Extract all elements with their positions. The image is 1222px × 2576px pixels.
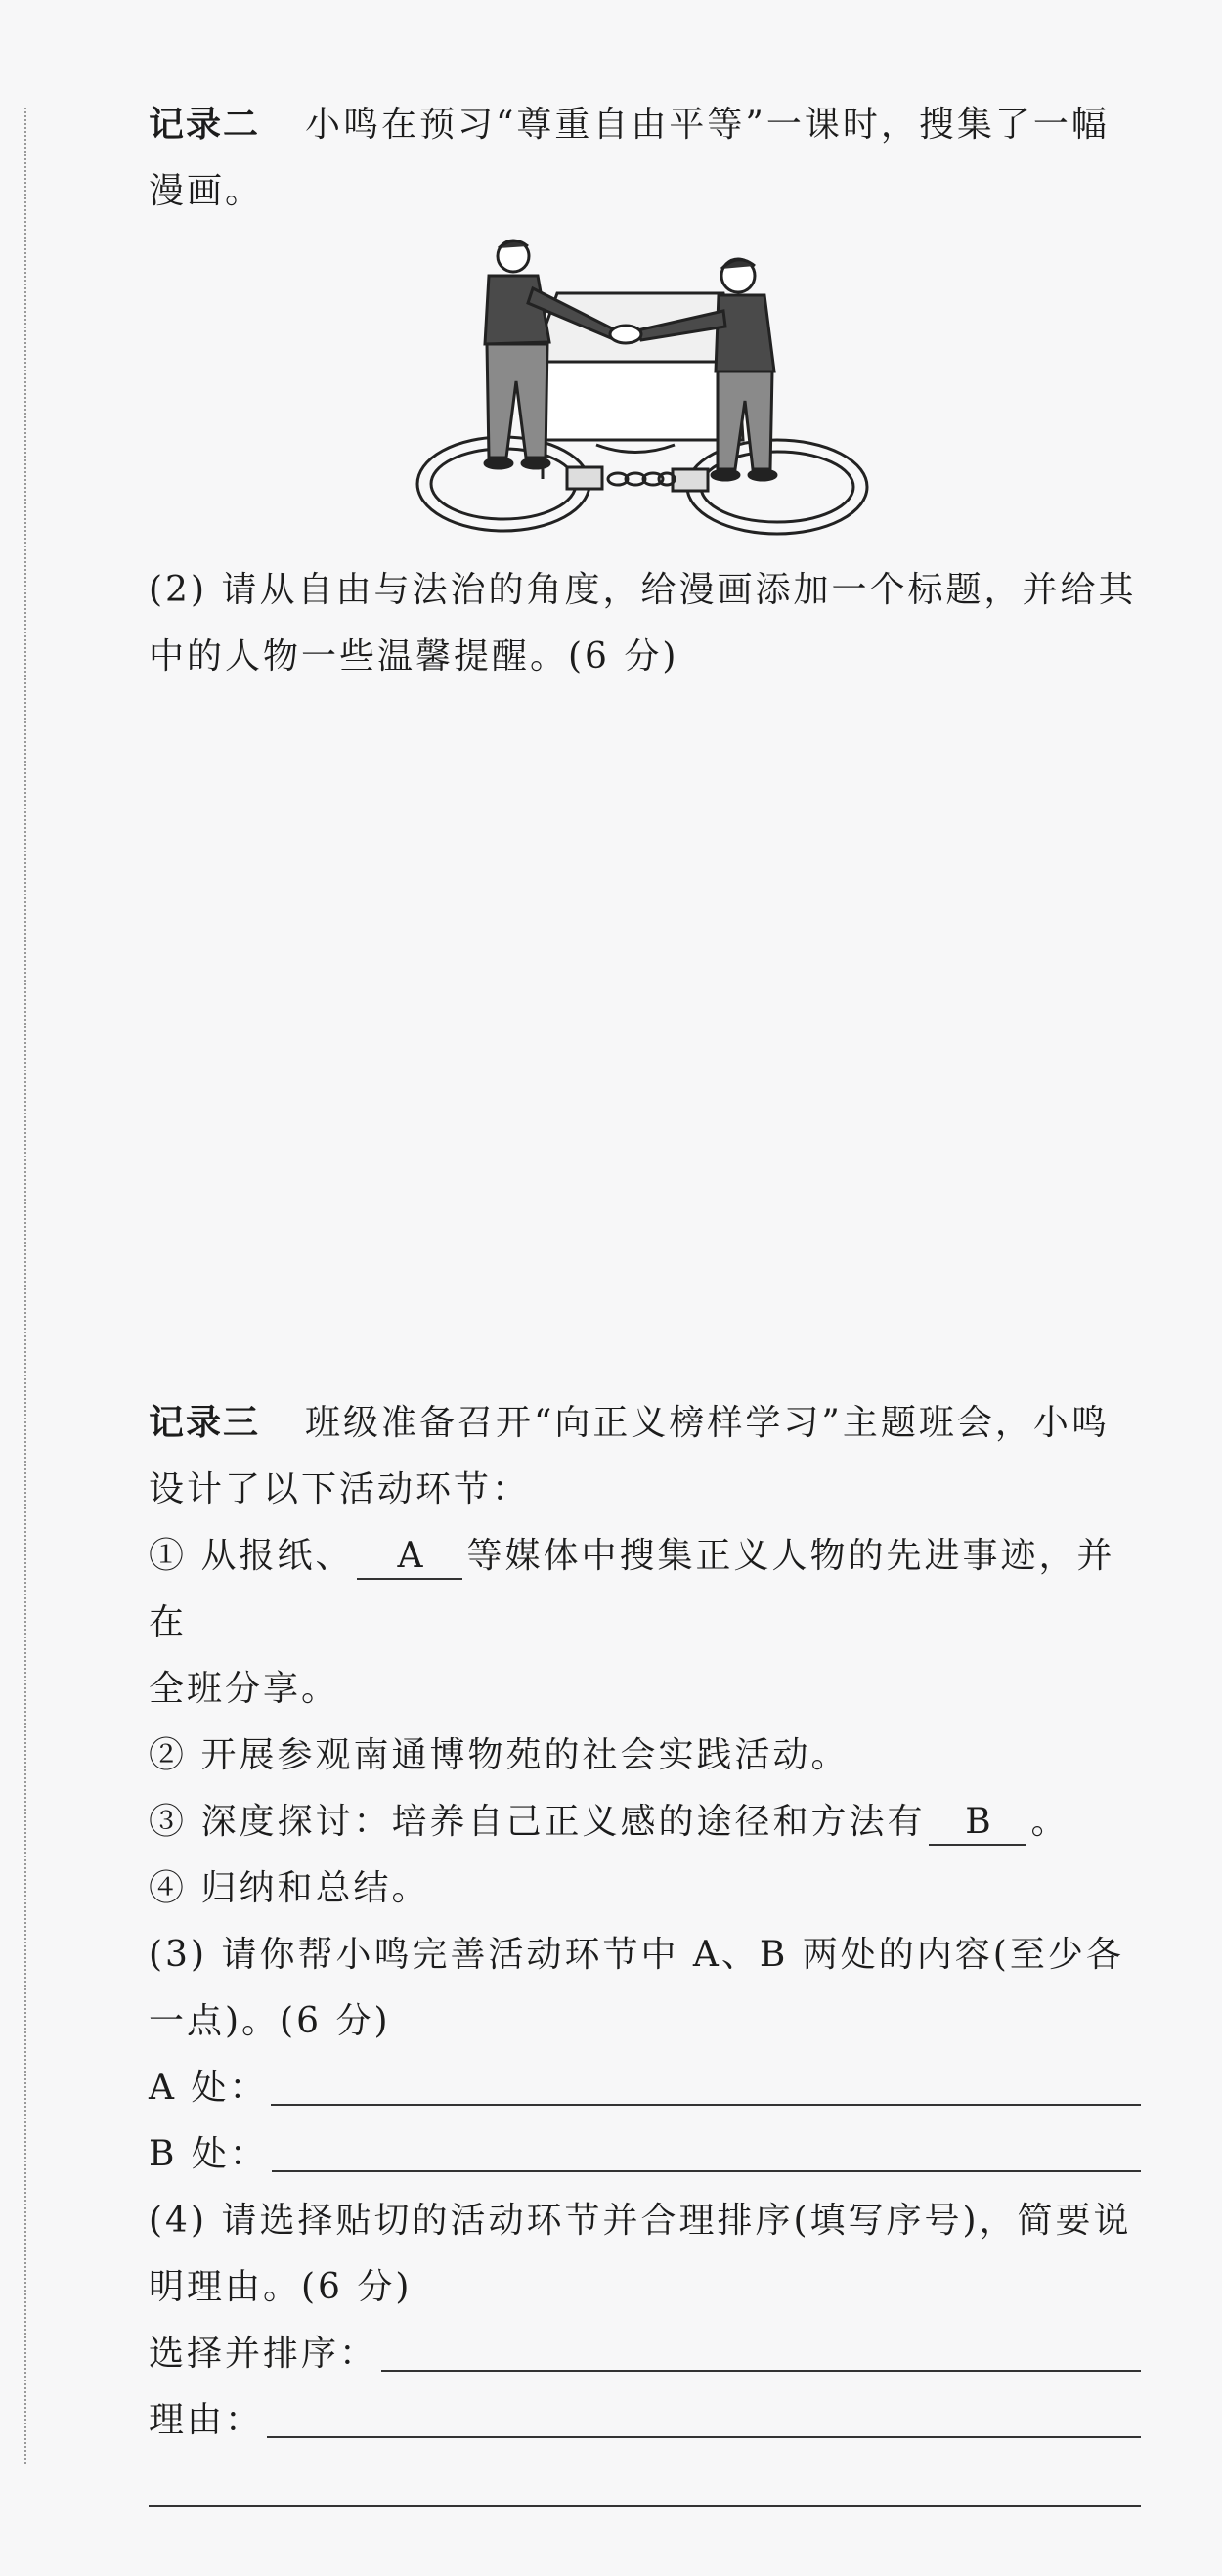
q3-line1: (3) 请你帮小鸣完善活动环节中 A、B 两处的内容(至少各 <box>149 1935 1124 1975</box>
reason-extra-line[interactable] <box>149 2505 1141 2507</box>
activity-4: ④ 归纳和总结。 <box>149 1868 430 1908</box>
order-label: 选择并排序： <box>149 2334 378 2374</box>
record2-intro <box>149 92 1141 225</box>
record3-label: 记录三 <box>149 1403 261 1443</box>
record2-intro-line2: 漫画。 <box>149 171 264 211</box>
record3-intro-line1: 记录三 班级准备召开“向正义榜样学习”主题班会，小鸣 <box>149 1403 1110 1443</box>
blank-b[interactable]: B <box>929 1801 1026 1846</box>
activity-2: ② 开展参观南通博物苑的社会实践活动。 <box>149 1735 850 1775</box>
question-2 <box>149 557 1141 690</box>
q2-line2: 中的人物一些温馨提醒。(6 分) <box>149 636 679 677</box>
reason-field[interactable] <box>267 2436 1141 2438</box>
answer-b-label: B 处： <box>149 2134 268 2174</box>
order-row <box>149 2321 1141 2387</box>
answer-a-field[interactable] <box>271 2104 1141 2106</box>
q3-line2: 一点)。(6 分) <box>149 2001 391 2041</box>
activity-1: ① 从报纸、 A 等媒体中搜集正义人物的先进事迹，并在 <box>149 1536 1115 1642</box>
activity-3: ③ 深度探讨：培养自己正义感的途径和方法有 B 。 <box>149 1789 1141 1856</box>
q4-line2: 明理由。(6 分) <box>149 2267 413 2307</box>
reason-row <box>149 2387 1141 2454</box>
record3-section <box>149 1390 1141 2507</box>
answer-a-label: A 处： <box>149 2068 268 2108</box>
answer-b-row <box>149 2121 1141 2188</box>
answer-a-row <box>149 2055 1141 2121</box>
record3-intro-line2: 设计了以下活动环节： <box>149 1469 531 1509</box>
reason-label: 理由： <box>149 2400 264 2440</box>
record2-label: 记录二 <box>149 105 261 145</box>
record2-intro-line1: 记录二 小鸣在预习“尊重自由平等”一课时，搜集了一幅 <box>149 105 1110 145</box>
order-field[interactable] <box>381 2370 1141 2372</box>
binding-margin-line <box>24 108 26 2464</box>
q2-line1: (2) 请从自由与法治的角度，给漫画添加一个标题，并给其 <box>149 570 1137 610</box>
blank-a[interactable]: A <box>357 1535 462 1580</box>
answer-b-field[interactable] <box>272 2170 1141 2172</box>
activity-1-line2: 全班分享。 <box>149 1669 340 1709</box>
q4-line1: (4) 请选择贴切的活动环节并合理排序(填写序号)，简要说 <box>149 2201 1132 2241</box>
handshake-handcuffs-cartoon-icon <box>411 235 880 552</box>
